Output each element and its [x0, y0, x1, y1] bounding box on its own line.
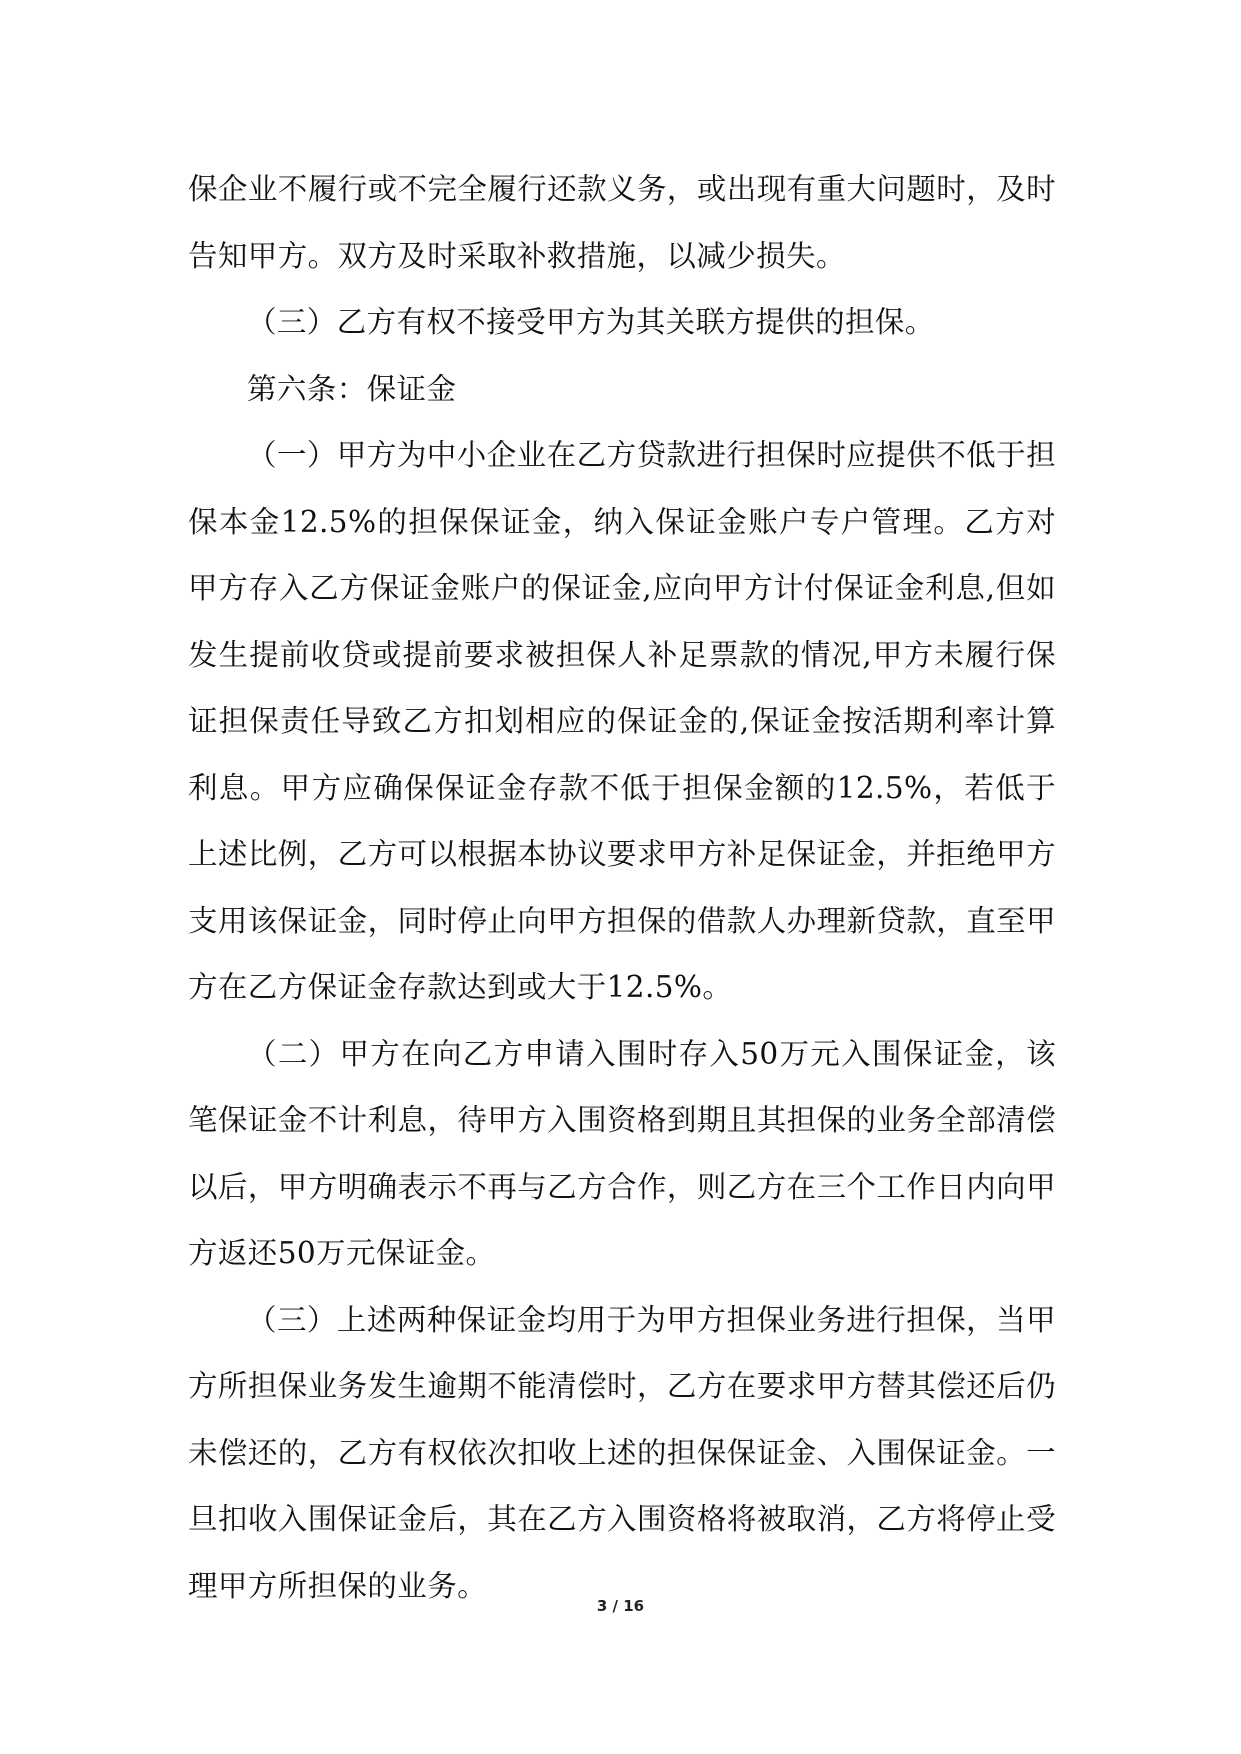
- document-body: [188, 156, 1056, 1619]
- page-number: 3 / 16: [596, 1597, 645, 1615]
- paragraph-clause-1-guarantee-deposit: （一）甲方为中小企业在乙方贷款进行担保时应提供不低于担保本金12.5%的担保保证金，纳入保证金账户专户管理。乙方对甲方存入乙方保证金账户的保证金,应向甲方计付保证金利息,但如发生提前收贷或提前要求被担保人补足票款的情况,甲方未履行保证担保责任导致乙方扣划相应的保证金的,保证金按活期利率计算利息。甲方应确保保证金存款不低于担保金额的12.5%，若低于上述比例，乙方可以根据本协议要求甲方补足保证金，并拒绝甲方支用该保证金，同时停止向甲方担保的借款人办理新贷款，直至甲方在乙方保证金存款达到或大于12.5%。: [188, 438, 1056, 1004]
- paragraph-continuation: 保企业不履行或不完全履行还款义务，或出现有重大问题时，及时告知甲方。双方及时采取补救措施，以减少损失。: [188, 172, 1056, 273]
- paragraph-clause-2-admission-deposit: （二）甲方在向乙方申请入围时存入50万元入围保证金，该笔保证金不计利息，待甲方入围资格到期且其担保的业务全部清偿以后，甲方明确表示不再与乙方合作，则乙方在三个工作日内向甲方返还50万元保证金。: [188, 1036, 1056, 1270]
- article-6-heading: 第六条：保证金: [247, 371, 457, 406]
- paragraph-clause-3-deposit-usage: （三）上述两种保证金均用于为甲方担保业务进行担保，当甲方所担保业务发生逾期不能清偿时，乙方在要求甲方替其偿还后仍未偿还的，乙方有权依次扣收上述的担保保证金、入围保证金。一旦扣收入围保证金后，其在乙方入围资格将被取消，乙方将停止受理甲方所担保的业务。: [188, 1302, 1056, 1603]
- paragraph-clause-3-related-party: （三）乙方有权不接受甲方为其关联方提供的担保。: [247, 305, 935, 339]
